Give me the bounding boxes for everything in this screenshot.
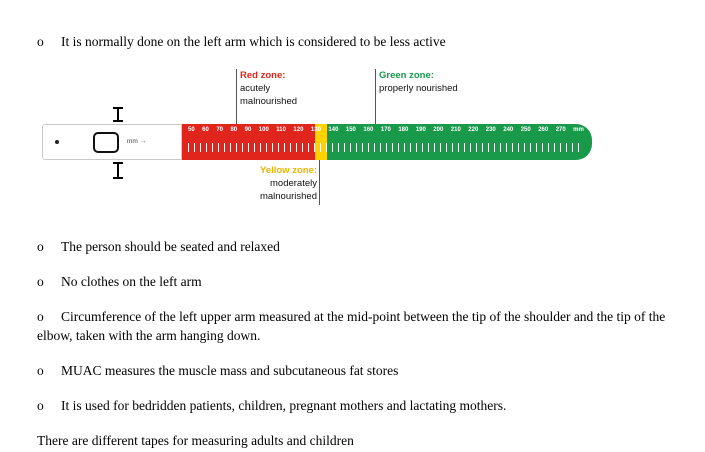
tape-scale-number: 100 xyxy=(258,127,269,133)
bullet-item xyxy=(37,361,670,380)
tape-scale-number: 210 xyxy=(450,127,461,133)
bullet-item xyxy=(37,272,670,291)
bullet-text: No clothes on the left arm xyxy=(61,274,202,289)
tape-scale-number: 250 xyxy=(520,127,531,133)
bullet-item xyxy=(37,32,670,51)
yellow-zone-title: Yellow zone: xyxy=(259,165,317,176)
tape-scale-number: 200 xyxy=(433,127,444,133)
muac-tape-figure xyxy=(37,67,670,217)
bullet-text: Circumference of the left upper arm measured at the mid-point between the tip of the shoulder and the tip of the elbow, taken with the arm hanging down. xyxy=(37,309,666,343)
tape-scale-number: 220 xyxy=(468,127,479,133)
red-zone-leader-line xyxy=(236,69,237,124)
bullet-text: MUAC measures the muscle mass and subcutaneous fat stores xyxy=(61,363,399,378)
tape-scale-number: 240 xyxy=(503,127,514,133)
tape-scale-numbers xyxy=(182,127,592,137)
tape-scale-number: 50 xyxy=(188,127,195,133)
tape-scale-number: 160 xyxy=(363,127,374,133)
tape-scale-number: 230 xyxy=(485,127,496,133)
red-zone-desc-line2: malnourished xyxy=(240,96,298,107)
tape-scale-number: 180 xyxy=(398,127,409,133)
red-zone-title: Red zone: xyxy=(240,70,286,81)
tape-ruler-ticks xyxy=(188,143,580,152)
bullet-item xyxy=(37,237,670,256)
yellow-zone-leader-line xyxy=(319,160,320,205)
tape-scale-number: 70 xyxy=(216,127,223,133)
bullet-text: The person should be seated and relaxed xyxy=(61,239,280,254)
footer-text: There are different tapes for measuring adults and children xyxy=(37,433,354,448)
tape-scale-number: 80 xyxy=(230,127,238,133)
muac-tape xyxy=(42,124,592,160)
tape-scale-number: 260 xyxy=(538,127,549,133)
bullet-marker: o xyxy=(37,274,44,289)
tape-scale-number: 60 xyxy=(202,127,209,133)
bullet-marker: o xyxy=(37,363,44,378)
tape-scale-number: 120 xyxy=(293,127,304,133)
tape-hole-dot xyxy=(55,140,59,144)
arrow-right-icon: → xyxy=(139,138,147,145)
tape-scale-number: 110 xyxy=(276,127,286,133)
tape-unit-label-group xyxy=(127,138,146,145)
bullet-marker: o xyxy=(37,239,44,254)
tape-slot xyxy=(93,132,119,153)
bullet-item xyxy=(37,396,670,415)
green-zone-title: Green zone: xyxy=(379,70,434,81)
yellow-zone-desc-line2: malnourished xyxy=(259,191,317,202)
tape-scale-number: 270 xyxy=(555,127,566,133)
green-zone-leader-line xyxy=(375,69,376,124)
measure-arrow-bottom-icon xyxy=(113,162,123,179)
bullet-marker: o xyxy=(37,309,44,324)
bullet-item xyxy=(37,307,670,345)
tape-scale-number: 190 xyxy=(415,127,426,133)
measure-arrow-top-icon xyxy=(113,107,123,122)
bullet-marker: o xyxy=(37,34,44,49)
tape-scale-number: 170 xyxy=(380,127,391,133)
bullet-marker: o xyxy=(37,398,44,413)
yellow-zone-label xyxy=(217,164,317,203)
bullet-text: It is used for bedridden patients, children, pregnant mothers and lactating mothers. xyxy=(61,398,507,413)
tape-scale-number: 140 xyxy=(328,127,339,133)
red-zone-desc-line1: acutely xyxy=(240,83,271,94)
tape-unit-label: mm xyxy=(127,138,138,145)
tape-scale-number: 130 xyxy=(310,127,321,133)
yellow-zone-desc-line1: moderately xyxy=(270,178,317,189)
tape-white-end xyxy=(42,124,182,160)
green-zone-desc-line1: properly nourished xyxy=(379,83,458,94)
tape-scale-number: 150 xyxy=(345,127,356,133)
tape-scale-number: 90 xyxy=(244,127,252,133)
green-zone-label xyxy=(379,69,458,95)
tape-scale-number: mm xyxy=(573,127,584,133)
bullet-text: It is normally done on the left arm which is considered to be less active xyxy=(61,34,446,49)
red-zone-label xyxy=(240,69,297,108)
